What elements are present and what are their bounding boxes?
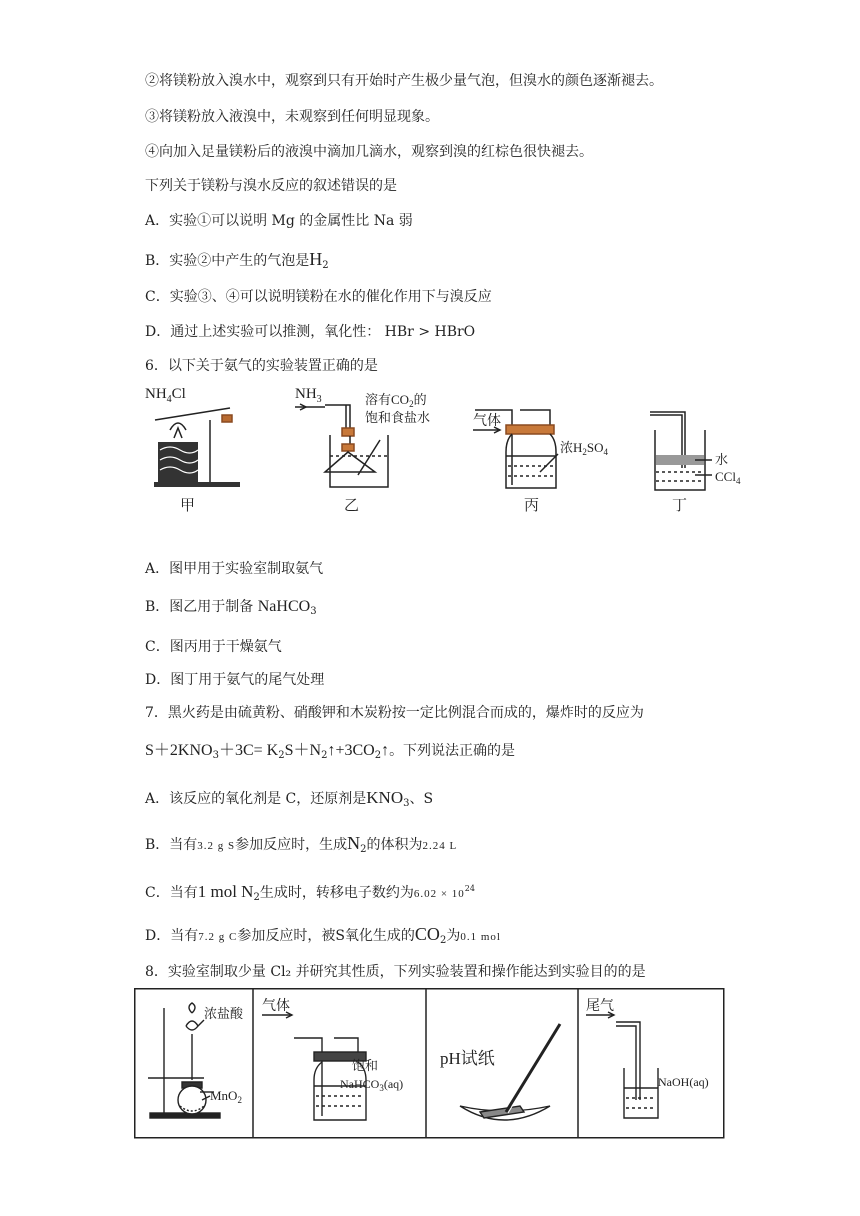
- equation-part: S＋2KNO: [145, 742, 213, 759]
- h2-subscript: 2: [322, 260, 329, 271]
- cell-chlorine-generator: [148, 1003, 244, 1118]
- text-line-3: ③将镁粉放入液溴中，未观察到任何明显现象。: [145, 109, 439, 125]
- nahco3-subscript: 3: [310, 606, 317, 617]
- q7-option-d: [145, 925, 501, 950]
- q7-option-b: [145, 834, 457, 859]
- yi-note-1: 溶有$CO_2$的: [365, 392, 427, 409]
- apparatus-jia: [145, 386, 240, 487]
- cell-naoh-absorber: [586, 998, 709, 1118]
- nahco3-aq-label: NaHCO$_3$(aq): [340, 1077, 404, 1093]
- equation-tail: 。下列说法正确的是: [389, 743, 516, 759]
- q7-option-c: [145, 880, 475, 907]
- equation-part: ＋3C= K: [218, 742, 279, 759]
- q7-d-amount: 0.1 mol: [460, 931, 501, 943]
- equation-sub: 3: [212, 750, 219, 761]
- q5-option-b: [145, 250, 329, 275]
- nahco3-formula: NaHCO: [257, 598, 311, 615]
- q7-c-text2: 生成时，转移电子数约为: [259, 885, 414, 901]
- q7-c-mol: 1 mol N: [197, 882, 254, 901]
- n2-formula: N: [347, 833, 361, 853]
- nh3-label: $NH_3$: [295, 386, 322, 405]
- q7-d-text: D．当有: [145, 928, 199, 944]
- q6-option-d: D．图丁用于氨气的尾气处理: [145, 672, 325, 688]
- text-line-4: ④向加入足量镁粉后的液溴中滴加几滴水，观察到溴的红棕色很快褪去。: [145, 144, 593, 160]
- equation-sub: 2: [374, 750, 382, 761]
- h2-formula: H: [309, 249, 323, 269]
- q7-d-text3: 为: [446, 928, 461, 944]
- apparatus-bing: [473, 410, 609, 488]
- q7-d-text2: 参加反应时，被S氧化生成的: [237, 928, 415, 944]
- q8-apparatus-table: [134, 988, 726, 1140]
- q7-a-text: A．该反应的氧化剂是 C，还原剂是: [145, 791, 367, 807]
- apparatus-ding: [650, 412, 741, 490]
- q5-stem: 下列关于镁粉与溴水反应的叙述错误的是: [145, 178, 397, 194]
- label-jia: 甲: [180, 498, 196, 514]
- q5-option-c: C．实验③、④可以说明镁粉在水的催化作用下与溴反应: [145, 289, 492, 305]
- nh4cl-label: $NH_4Cl$: [145, 386, 186, 405]
- yi-note-2: 饱和食盐水: [365, 410, 431, 425]
- label-bing: 丙: [524, 498, 540, 514]
- q7-d-mass: 7.2 g C: [198, 931, 238, 943]
- q5-option-b-text: B．实验②中产生的气泡是: [145, 253, 310, 269]
- q6-apparatus-figure: [140, 380, 760, 520]
- q7-a-tail: 、S: [409, 791, 434, 807]
- equation-sub: 2: [321, 750, 328, 761]
- gas-label: 气体: [262, 999, 290, 1014]
- q8-stem: 8．实验室制取少量 Cl₂ 并研究其性质，下列实验装置和操作能达到实验目的的是: [145, 964, 646, 980]
- ding-ccl4-label: CCl$_4$: [715, 469, 741, 486]
- kno3-subscript: 3: [403, 798, 410, 809]
- kno3-formula: KNO: [366, 788, 404, 807]
- q5-option-d: D．通过上述实验可以推测，氧化性： HBr > HBrO: [145, 324, 476, 340]
- q7-c-subscript: 2: [253, 892, 260, 903]
- q7-b-text3: 的体积为: [366, 837, 423, 853]
- q7-c-exponent: 24: [464, 884, 475, 893]
- tail-gas-label: 尾气: [586, 999, 614, 1014]
- label-yi: 乙: [344, 498, 360, 514]
- q6-option-a: A．图甲用于实验室制取氨气: [145, 561, 324, 577]
- equation-part: S＋N: [284, 742, 322, 759]
- q7-b-volume: 2.24 L: [422, 840, 458, 852]
- equation-sub: 2: [278, 750, 285, 761]
- q7-b-mass: 3.2 g S: [197, 840, 236, 852]
- q6-option-b-text: B．图乙用于制备: [145, 599, 258, 615]
- bing-gas-label: 气体: [473, 414, 501, 429]
- q6-stem: 6．以下关于氨气的实验装置正确的是: [145, 358, 378, 374]
- q6-option-b: [145, 598, 317, 621]
- q7-b-text2: 参加反应时，生成: [235, 837, 348, 853]
- ph-paper-label: pH试纸: [440, 1049, 495, 1068]
- cell-ph-paper: [440, 1024, 562, 1120]
- q7-equation: [145, 742, 515, 765]
- n2-subscript: 2: [360, 844, 367, 855]
- ding-water-label: 水: [715, 452, 729, 467]
- co2-subscript: 2: [439, 935, 447, 946]
- saturated-label: 饱和: [352, 1058, 379, 1073]
- equation-part: ↑: [381, 742, 390, 759]
- apparatus-yi: [295, 386, 430, 487]
- q7-c-text: C．当有: [145, 885, 198, 901]
- q5-option-a: A．实验①可以说明 Mg 的金属性比 Na 弱: [145, 213, 413, 229]
- label-ding: 丁: [672, 498, 688, 514]
- q6-option-c: C．图丙用于干燥氨气: [145, 639, 282, 655]
- naoh-aq-label: NaOH(aq): [658, 1075, 709, 1089]
- q7-b-text: B．当有: [145, 837, 198, 853]
- bing-acid-label: 浓$H_2SO_4$: [560, 440, 609, 457]
- mno2-label: MnO$_2$: [210, 1088, 242, 1105]
- conc-hcl-label: 浓盐酸: [204, 1006, 244, 1021]
- q7-option-a: [145, 789, 433, 813]
- co2-formula: CO: [414, 924, 440, 944]
- cell-nahco3-wash-bottle: [262, 997, 403, 1120]
- equation-part: ↑+3CO: [327, 742, 375, 759]
- q7-stem: 7．黑火药是由硫黄粉、硝酸钾和木炭粉按一定比例混合而成的，爆炸时的反应为: [145, 705, 644, 721]
- q7-c-number: 6.02 × 10: [413, 888, 465, 900]
- text-line-2: ②将镁粉放入溴水中，观察到只有开始时产生极少量气泡，但溴水的颜色逐渐褪去。: [145, 73, 663, 89]
